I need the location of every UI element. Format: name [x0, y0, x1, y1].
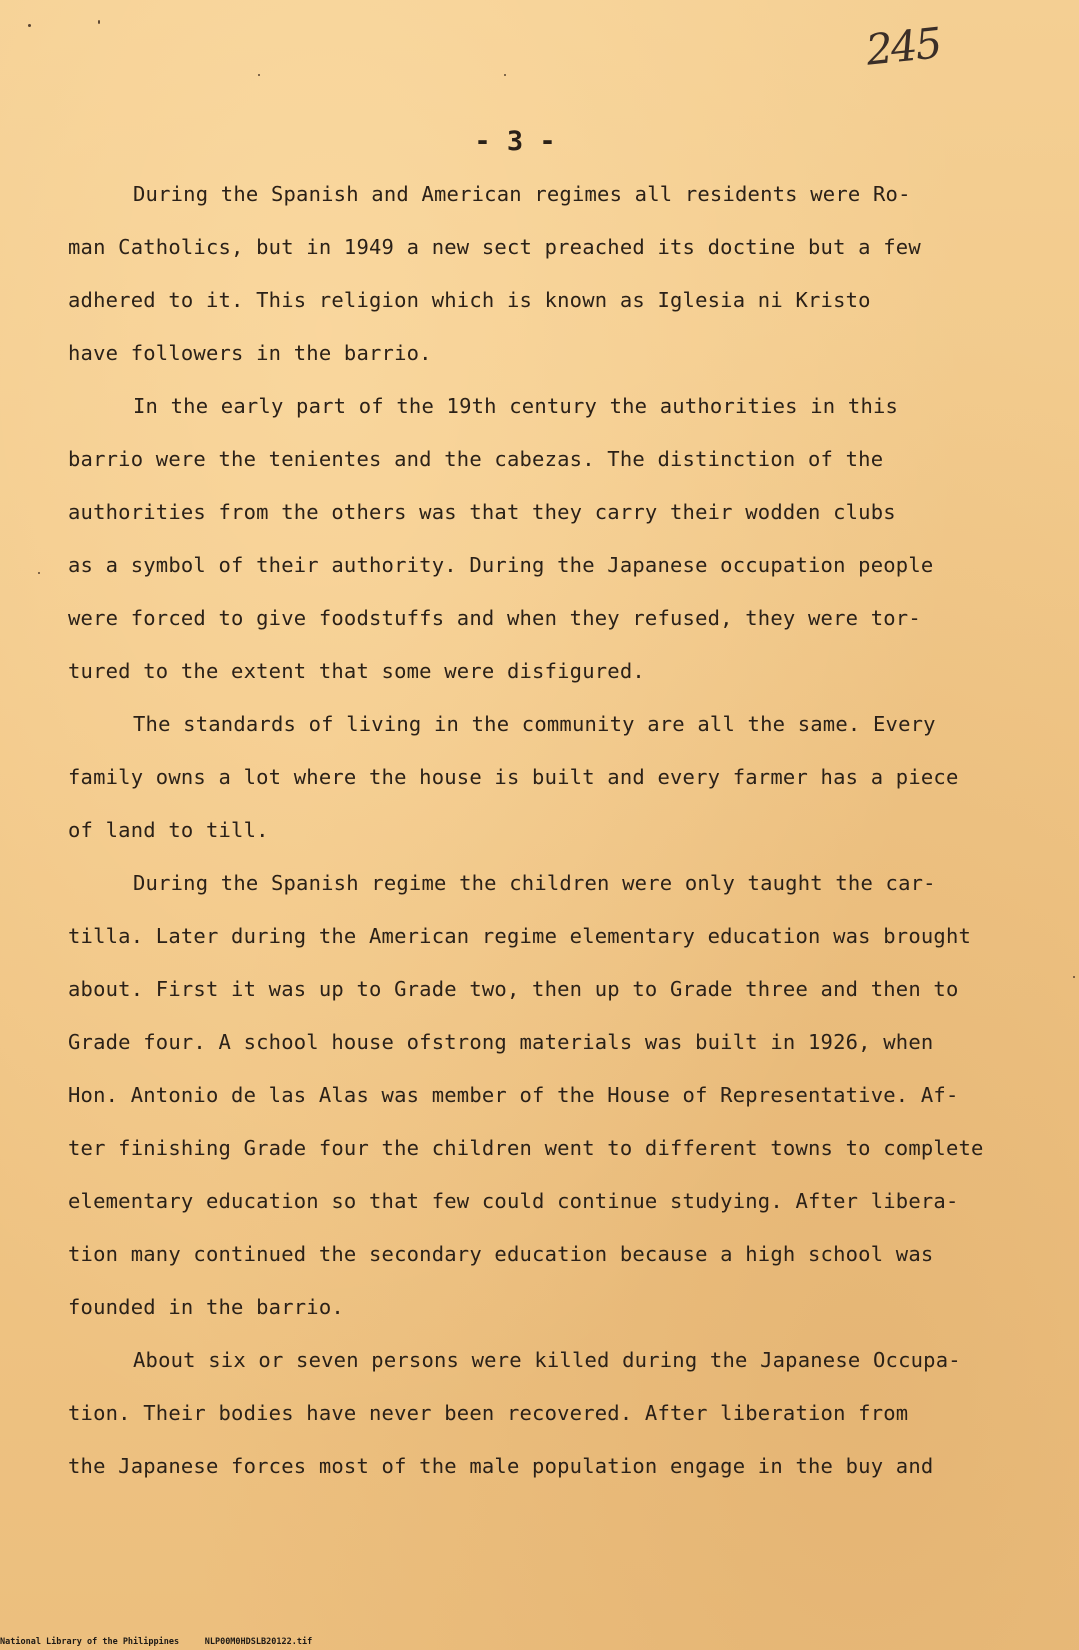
- text-line: ter finishing Grade four the children went to different towns to complete: [68, 1136, 984, 1160]
- text-line: have followers in the barrio.: [68, 341, 432, 365]
- text-line: During the Spanish and American regimes all residents were Ro-: [133, 182, 911, 206]
- paragraph-religion: [68, 178, 1028, 390]
- text-line: tilla. Later during the American regime elementary education was brought: [68, 924, 972, 948]
- paragraph-living-standards: [68, 708, 1028, 867]
- text-line: tion. Their bodies have never been recovered. After liberation from: [68, 1401, 909, 1425]
- paper-speck: [98, 20, 100, 24]
- paper-speck: [258, 74, 260, 76]
- text-line: tured to the extent that some were disfigured.: [68, 659, 645, 683]
- paragraph-authorities: [68, 390, 1028, 708]
- scan-footer: [0, 1637, 312, 1647]
- text-line: as a symbol of their authority. During the Japanese occupation people: [68, 553, 934, 577]
- footer-institution: National Library of the Philippines: [0, 1637, 180, 1647]
- handwritten-folio-number: 245: [863, 18, 943, 75]
- text-line: elementary education so that few could continue studying. After libera-: [68, 1189, 959, 1213]
- typewritten-body: [68, 178, 1028, 1503]
- text-line: Hon. Antonio de las Alas was member of the House of Representative. Af-: [68, 1083, 959, 1107]
- text-line: were forced to give foodstuffs and when they refused, they were tor-: [68, 606, 921, 630]
- text-line: Grade four. A school house ofstrong materials was built in 1926, when: [68, 1030, 934, 1054]
- text-line: In the early part of the 19th century the authorities in this: [133, 394, 899, 418]
- text-line: of land to till.: [68, 818, 269, 842]
- text-line: authorities from the others was that they carry their wodden clubs: [68, 500, 896, 524]
- text-line: tion many continued the secondary education because a high school was: [68, 1242, 934, 1266]
- text-line: man Catholics, but in 1949 a new sect preached its doctine but a few: [68, 235, 921, 259]
- text-line: the Japanese forces most of the male population engage in the buy and: [68, 1454, 934, 1478]
- paper-speck: [1073, 976, 1075, 978]
- paragraph-education: [68, 867, 1028, 1344]
- footer-filename: NLP00M0HDSLB20122.tif: [204, 1637, 313, 1647]
- text-line: barrio were the tenientes and the cabezas. The distinction of the: [68, 447, 884, 471]
- paper-speck: [504, 74, 506, 76]
- paragraph-occupation: [68, 1344, 1028, 1503]
- text-line: adhered to it. This religion which is known as Iglesia ni Kristo: [68, 288, 871, 312]
- text-line: During the Spanish regime the children were only taught the car-: [133, 871, 936, 895]
- text-line: The standards of living in the community are all the same. Every: [133, 712, 936, 736]
- text-line: About six or seven persons were killed during the Japanese Occupa-: [133, 1348, 961, 1372]
- text-line: founded in the barrio.: [68, 1295, 344, 1319]
- paper-speck: [28, 24, 31, 27]
- text-line: about. First it was up to Grade two, then up to Grade three and then to: [68, 977, 959, 1001]
- paper-speck: [38, 572, 40, 574]
- page-number: - 3 -: [474, 126, 556, 157]
- text-line: family owns a lot where the house is built and every farmer has a piece: [68, 765, 959, 789]
